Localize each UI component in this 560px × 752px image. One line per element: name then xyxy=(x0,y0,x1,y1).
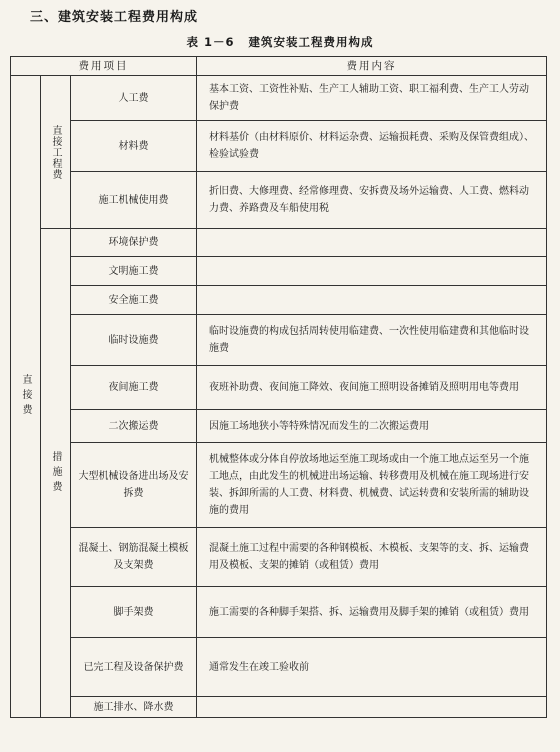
section-title: 三、建筑安装工程费用构成 xyxy=(30,10,199,25)
table-row xyxy=(11,528,547,587)
table-row xyxy=(11,697,547,718)
level1-label: 直接费 xyxy=(11,76,41,718)
row-content: 机械整体或分体自停放场地运至施工现场或由一个施工地点运至另一个施工地点，由此发生的机械进出场运输、转移费用及机械在施工现场进行安装、拆卸所需的人工费、材料费、机械费、试运转费和安装所需的辅助设施的费用 xyxy=(197,443,547,528)
row-content xyxy=(197,229,547,257)
group-label-direct: 直接工程费 xyxy=(41,76,71,229)
row-item: 夜间施工费 xyxy=(71,366,197,410)
table-row xyxy=(11,76,547,121)
table-row xyxy=(11,366,547,410)
row-content xyxy=(197,697,547,718)
row-item: 临时设施费 xyxy=(71,315,197,366)
table-row xyxy=(11,121,547,172)
table-number: 表 1－6 xyxy=(186,35,235,49)
row-content xyxy=(197,257,547,286)
row-content xyxy=(197,286,547,315)
table-row xyxy=(11,587,547,638)
table-row xyxy=(11,638,547,697)
row-content: 基本工资、工资性补贴、生产工人辅助工资、职工福利费、生产工人劳动保护费 xyxy=(197,76,547,121)
header-row xyxy=(11,57,547,76)
row-item: 环境保护费 xyxy=(71,229,197,257)
row-content: 通常发生在竣工验收前 xyxy=(197,638,547,697)
row-item: 已完工程及设备保护费 xyxy=(71,638,197,697)
row-content: 材料基价（由材料原价、材料运杂费、运输损耗费、采购及保管费组成）、检验试验费 xyxy=(197,121,547,172)
row-item: 安全施工费 xyxy=(71,286,197,315)
row-item: 文明施工费 xyxy=(71,257,197,286)
group-label-measures: 措施费 xyxy=(41,229,71,718)
table-row xyxy=(11,257,547,286)
row-content: 施工需要的各种脚手架搭、拆、运输费用及脚手架的摊销（或租赁）费用 xyxy=(197,587,547,638)
row-content: 折旧费、大修理费、经常修理费、安拆费及场外运输费、人工费、燃料动力费、养路费及车船使用税 xyxy=(197,172,547,229)
row-item: 人工费 xyxy=(71,76,197,121)
table-row xyxy=(11,286,547,315)
row-item: 混凝土、钢筋混凝土模板及支架费 xyxy=(71,528,197,587)
table-row xyxy=(11,172,547,229)
table-row xyxy=(11,229,547,257)
row-content: 临时设施费的构成包括周转使用临建费、一次性使用临建费和其他临时设施费 xyxy=(197,315,547,366)
table-title: 建筑安装工程费用构成 xyxy=(248,35,374,49)
row-item: 脚手架费 xyxy=(71,587,197,638)
row-item: 大型机械设备进出场及安拆费 xyxy=(71,443,197,528)
row-content: 因施工场地狭小等特殊情况而发生的二次搬运费用 xyxy=(197,410,547,443)
row-item: 施工机械使用费 xyxy=(71,172,197,229)
table-row xyxy=(11,315,547,366)
row-item: 施工排水、降水费 xyxy=(71,697,197,718)
row-content: 混凝土施工过程中需要的各种钢模板、木模板、支架等的支、拆、运输费用及模板、支架的摊销（或租赁）费用 xyxy=(197,528,547,587)
table-caption xyxy=(0,34,560,50)
row-item: 材料费 xyxy=(71,121,197,172)
cost-composition-table xyxy=(10,56,547,718)
header-item: 费用项目 xyxy=(11,57,197,76)
table-row xyxy=(11,443,547,528)
table-row xyxy=(11,410,547,443)
header-content: 费用内容 xyxy=(197,57,547,76)
row-item: 二次搬运费 xyxy=(71,410,197,443)
row-content: 夜班补助费、夜间施工降效、夜间施工照明设备摊销及照明用电等费用 xyxy=(197,366,547,410)
